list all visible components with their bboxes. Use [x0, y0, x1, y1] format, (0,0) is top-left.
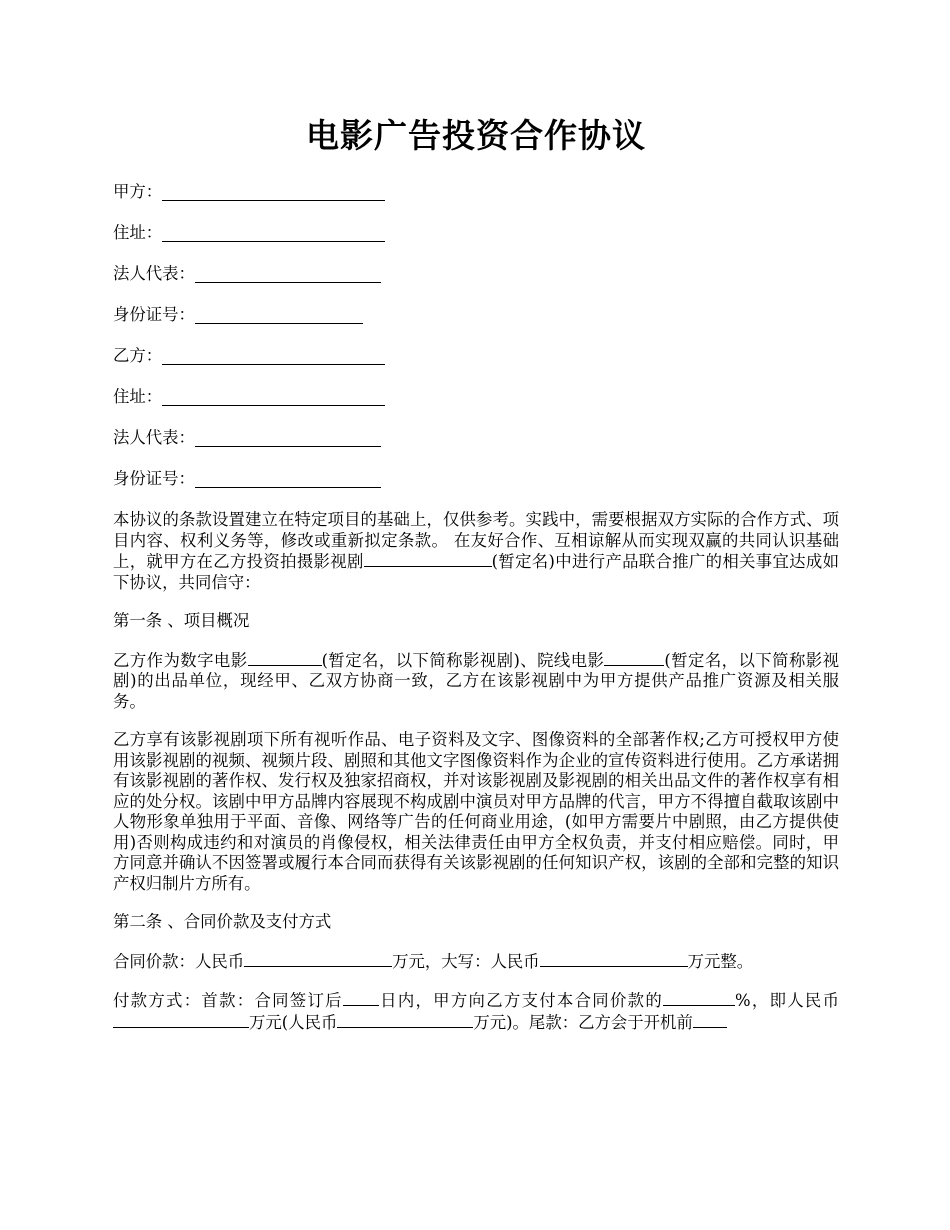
paragraph-text: %，即人民币	[735, 991, 840, 1010]
fill-in-blank	[195, 264, 381, 283]
article-1-heading: 第一条 、项目概况	[113, 611, 250, 630]
party-a-id-number-field	[113, 303, 839, 344]
fill-in-blank	[693, 1012, 727, 1028]
fill-in-blank	[364, 551, 492, 567]
intro-text: 本协议的条款设置建立在特定项目的基础上，仅供参考。实践中，需要根据双方实际的合作方式、项目内容、权利义务等，修改或重新拟定条款。 在友好合作、互相谅解从而实现双赢的共同认识基础上，就甲方在乙方投资拍摄影视剧	[113, 510, 839, 571]
article-1-paragraph-2: 乙方享有该影视剧项下所有视听作品、电子资料及文字、图像资料的全部著作权;乙方可授权甲方使用该影视剧的视频、视频片段、剧照和其他文字图像资料作为企业的宣传资料进行使用。乙方承诺拥有该影视剧的著作权、发行权及独家招商权，并对该影视剧及影视剧的相关出品文件的著作权享有相应的处分权。该剧中甲方品牌内容展现不构成剧中演员对甲方品牌的代言，甲方不得擅自截取该剧中人物形象单独用于平面、音像、网络等广告的任何商业用途，(如甲方需要片中剧照，由乙方提供使用)否则构成违约和对演员的肖像侵权，相关法律责任由甲方全权负责，并支付相应赔偿。同时，甲方同意并确认不因签署或履行本合同而获得有关该影视剧的任何知识产权，该剧的全部和完整的知识产权归制片方所有。	[113, 730, 839, 893]
paragraph-text: 万元整。	[687, 951, 754, 971]
fill-in-blank	[604, 650, 664, 666]
fill-in-blank	[343, 990, 379, 1006]
fill-in-blank	[113, 1012, 249, 1028]
fill-in-blank	[162, 223, 385, 242]
intro-paragraph	[113, 510, 839, 593]
payment-method-paragraph	[113, 990, 839, 1033]
field-label: 身份证号：	[113, 305, 195, 324]
party-b-name-field	[113, 344, 839, 385]
fill-in-blank	[248, 650, 322, 666]
field-label: 甲方：	[113, 182, 163, 201]
field-label: 身份证号：	[113, 469, 195, 488]
field-label: 乙方：	[113, 346, 163, 365]
article-2-heading: 第二条 、合同价款及支付方式	[113, 912, 332, 931]
fill-in-blank	[195, 428, 381, 447]
party-a-legal-rep-field	[113, 262, 839, 303]
party-a-address-field	[113, 221, 839, 262]
paragraph-text: 付款方式：首款：合同签订后	[113, 991, 343, 1010]
fill-in-blank	[244, 951, 392, 967]
paragraph-text: 万元(人民币	[249, 1012, 338, 1032]
intro-text: (暂定名)中进行产品联合推广的相关事宜达成如下协议，共同信守：	[113, 552, 839, 592]
fill-in-blank	[337, 1012, 473, 1028]
fill-in-blank	[195, 305, 363, 324]
document-title: 电影广告投资合作协议	[306, 116, 646, 155]
paragraph-text: (暂定名，以下简称影视剧)的出品单位，现经甲、乙双方协商一致，乙方在该影视剧中为甲方提供产品推广资源及相关服务。	[113, 650, 839, 711]
paragraph-text: 万元，大写：人民币	[392, 951, 540, 971]
field-label: 法人代表：	[113, 264, 195, 283]
fill-in-blank	[195, 469, 381, 488]
field-label: 法人代表：	[113, 428, 195, 447]
party-b-id-number-field	[113, 467, 839, 508]
fill-in-blank	[663, 990, 735, 1006]
paragraph-text: 日内，甲方向乙方支付本合同价款的	[378, 991, 664, 1010]
paragraph-text: 合同价款：人民币	[113, 951, 245, 971]
fill-in-blank	[162, 182, 385, 201]
fill-in-blank	[162, 387, 385, 406]
paragraph-text: (暂定名，以下简称影视剧)、院线电影	[321, 650, 605, 670]
party-a-name-field	[113, 180, 839, 221]
party-b-address-field	[113, 385, 839, 426]
party-info-fields	[113, 180, 839, 508]
article-1-paragraph-1	[113, 650, 839, 713]
fill-in-blank	[162, 346, 385, 365]
fill-in-blank	[540, 951, 688, 967]
paragraph-text: 万元)。尾款：乙方会于开机前	[473, 1012, 693, 1032]
field-label: 住址：	[113, 223, 163, 242]
paragraph-text: 乙方作为数字电影	[113, 650, 248, 670]
party-b-legal-rep-field	[113, 426, 839, 467]
field-label: 住址：	[113, 387, 163, 406]
agreement-body	[113, 510, 839, 1051]
contract-price-paragraph	[113, 951, 839, 973]
